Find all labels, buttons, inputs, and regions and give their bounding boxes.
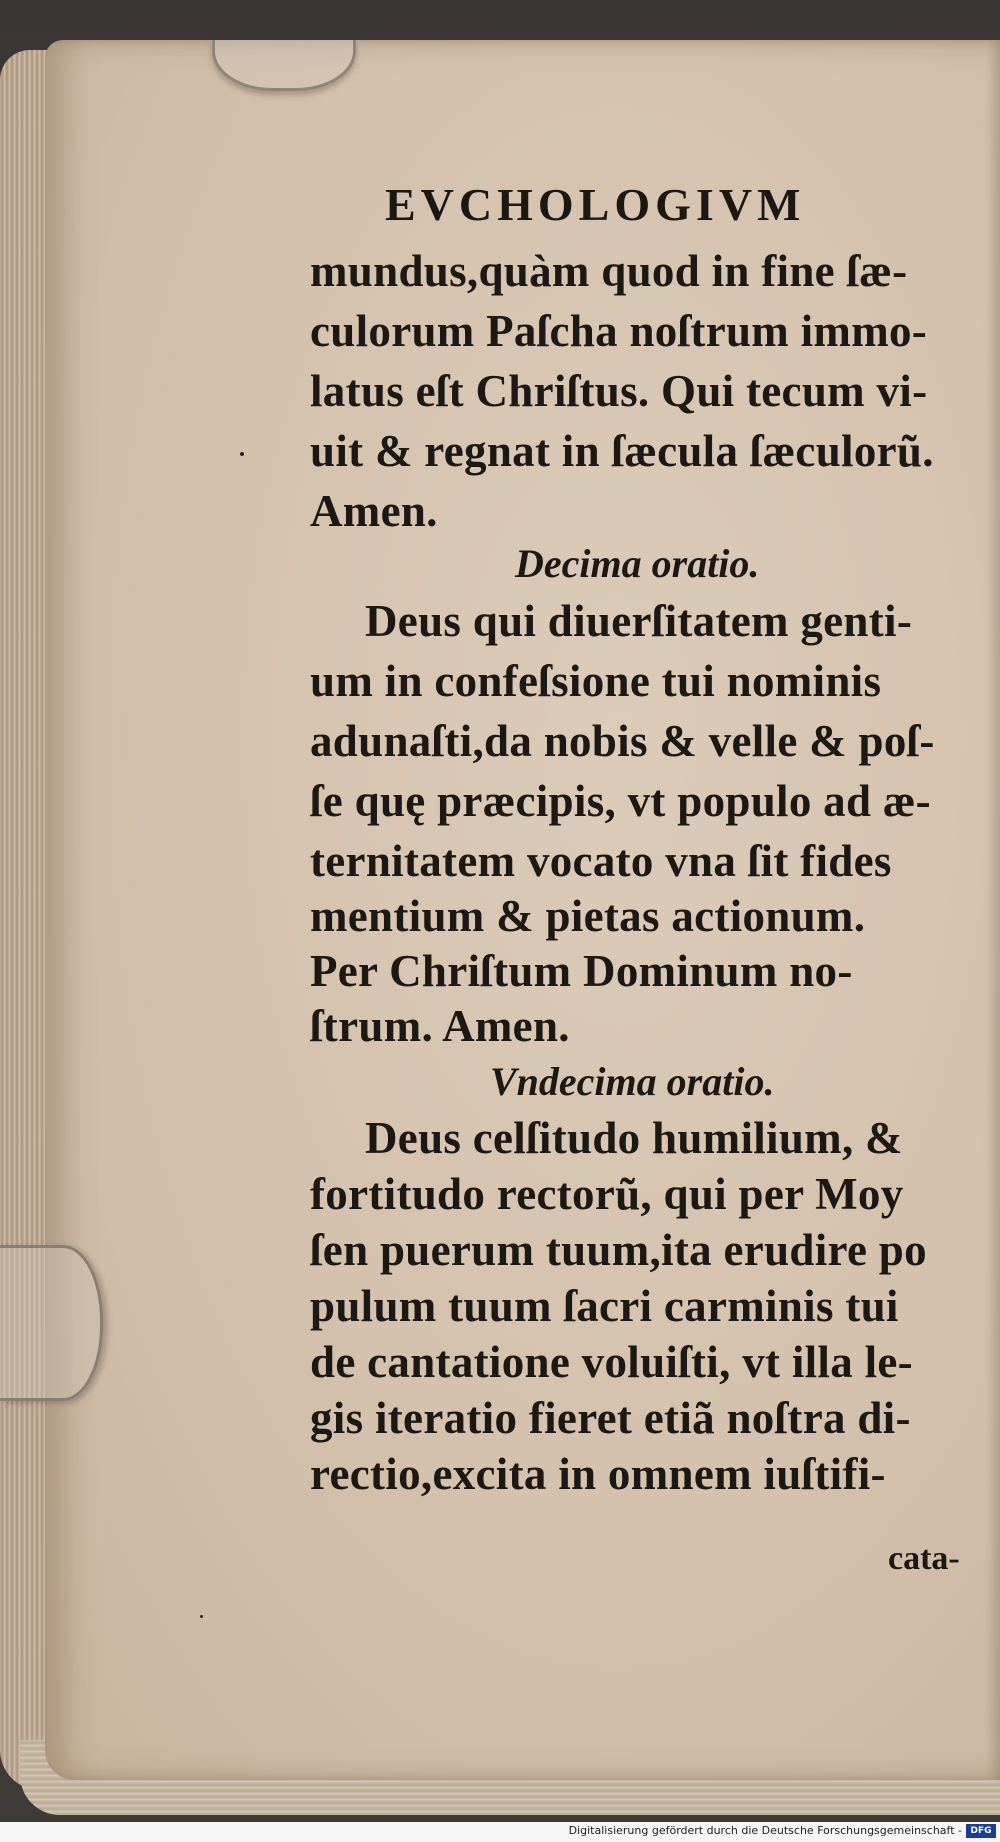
text-line: adunaſti,da nobis & velle & poſ- (310, 716, 935, 766)
text-line: latus eſt Chriſtus. Qui tecum vi- (310, 366, 928, 416)
text-line: ſtrum. Amen. (310, 1001, 570, 1051)
text-line: mentium & pietas actionum. (310, 891, 866, 941)
ink-speck (200, 1615, 203, 1618)
text-line: fortitudo rectorũ, qui per Moy (310, 1169, 904, 1219)
section-heading-vndecima: Vndecima oratio. (490, 1059, 775, 1104)
section-heading-decima: Decima oratio. (515, 541, 760, 586)
text-line: culorum Paſcha noſtrum immo- (310, 306, 928, 356)
running-head: EVCHOLOGIVM (385, 179, 806, 230)
text-line: gis iteratio fieret etiã noſtra di- (310, 1393, 911, 1443)
text-line: rectio,excita in omnem iuſtifi- (310, 1449, 886, 1499)
holder-clip-left (0, 1245, 103, 1401)
text-line: mundus,quàm quod in fine ſæ- (310, 246, 908, 296)
text-line: pulum tuum ſacri carminis tui (310, 1281, 899, 1331)
text-line: Amen. (310, 486, 438, 536)
text-line: uit & regnat in ſæcula ſæculorũ. (310, 426, 934, 476)
text-line: Per Chriſtum Dominum no- (310, 946, 853, 996)
dfg-logo: DFG (966, 1824, 996, 1838)
catchword: cata- (888, 1540, 960, 1577)
text-line: ſe quę præcipis, vt populo ad æ- (310, 776, 931, 826)
text-line: de cantatione voluiſti, vt illa le- (310, 1337, 913, 1387)
text-line: Deus celſitudo humilium, & (365, 1113, 903, 1163)
footer-credit: Digitalisierung gefördert durch die Deutsche Forschungsgemeinschaft - (568, 1824, 962, 1837)
ink-speck (240, 452, 244, 456)
text-line: um in confeſsione tui nominis (310, 656, 882, 706)
text-line: ternitatem vocato vna ſit fides (310, 836, 892, 886)
text-line: Deus qui diuerſitatem genti- (365, 596, 913, 646)
text-line: ſen puerum tuum,ita erudire po (310, 1225, 927, 1275)
